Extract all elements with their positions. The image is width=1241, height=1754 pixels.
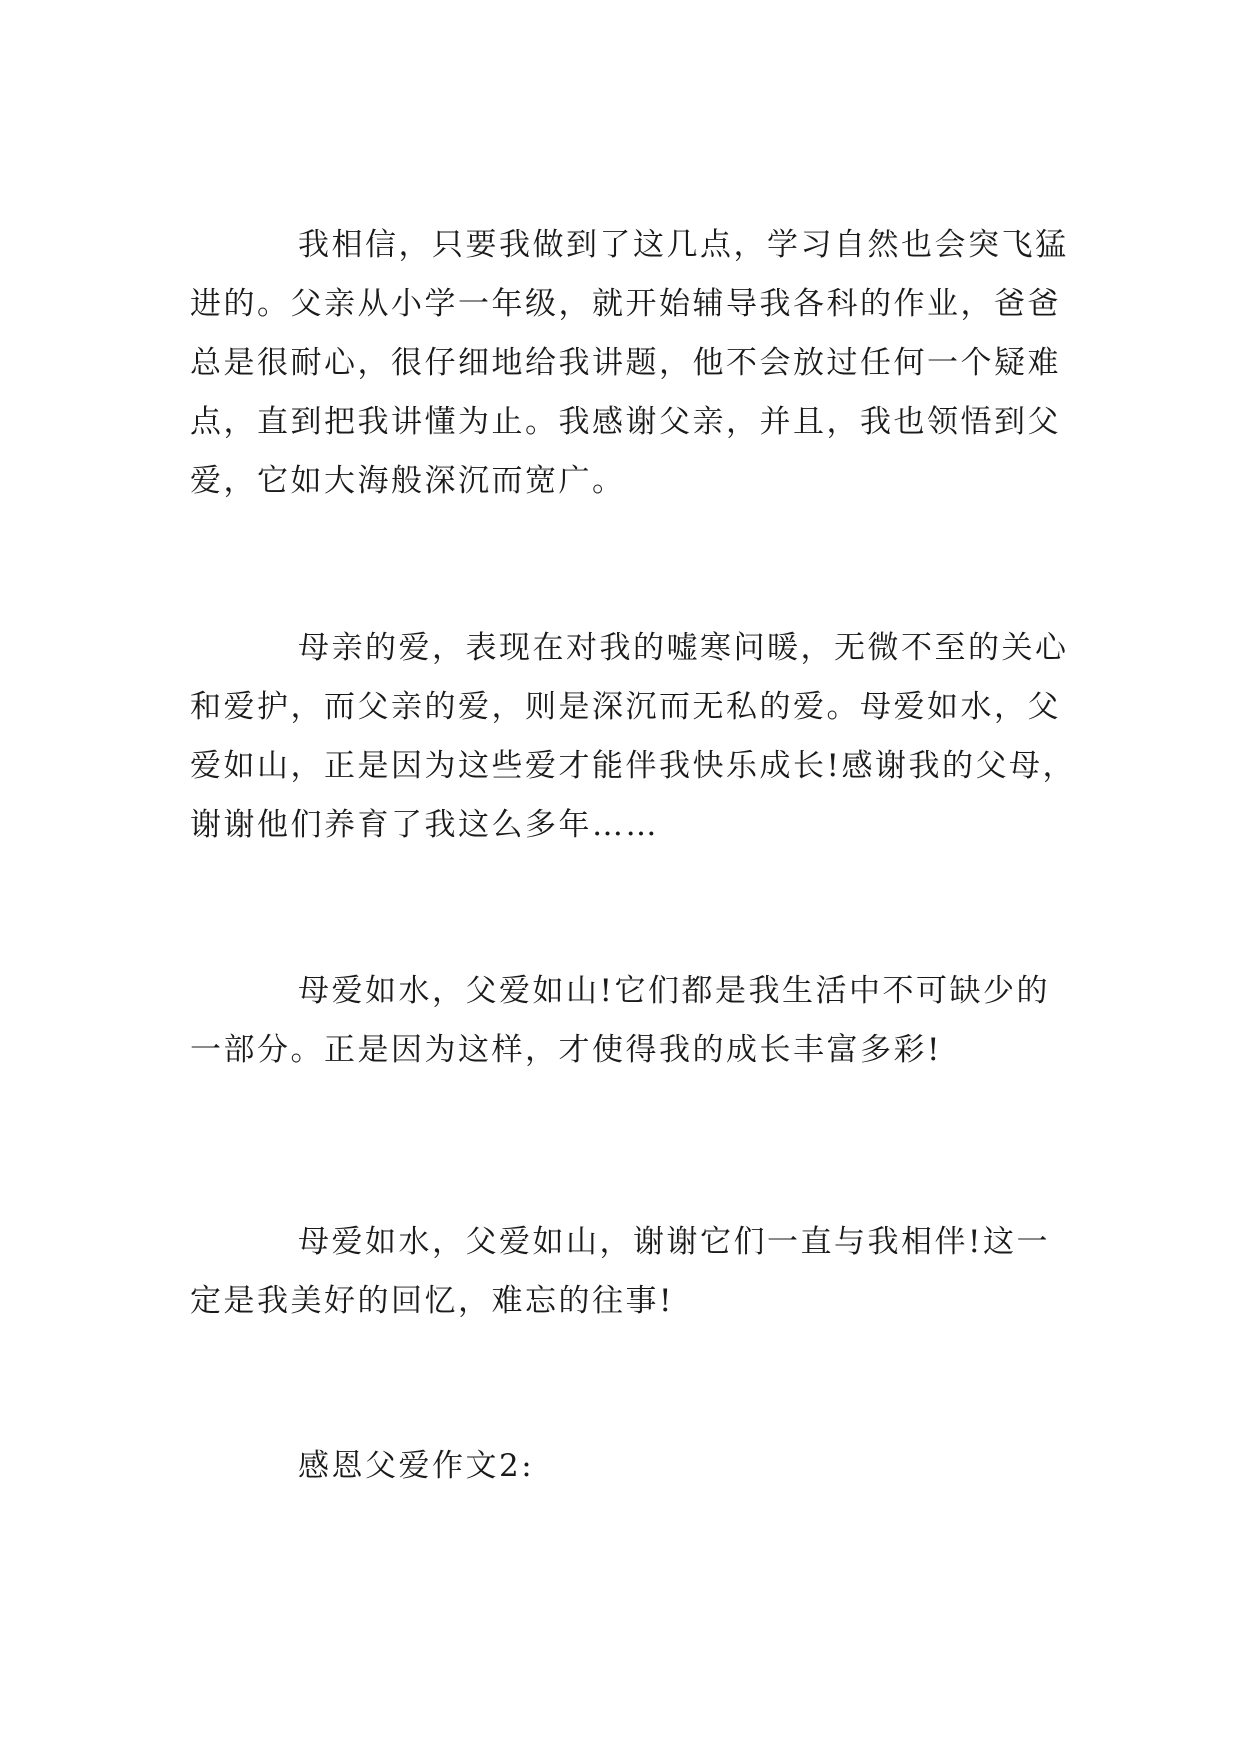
paragraph-line: 总是很耐心，很仔细地给我讲题，他不会放过任何一个疑难 (190, 345, 1061, 381)
paragraph-line: 点，直到把我讲懂为止。我感谢父亲，并且，我也领悟到父 (190, 404, 1061, 440)
paragraph-line: 一部分。正是因为这样，才使得我的成长丰富多彩! (190, 1032, 942, 1068)
paragraph-4 (190, 1213, 1070, 1331)
paragraph-line: 进的。父亲从小学一年级，就开始辅导我各科的作业，爸爸 (190, 286, 1061, 322)
paragraph-line: 爱，它如大海般深沉而宽广。 (190, 463, 626, 499)
section-heading: 感恩父爱作文2: (298, 1448, 535, 1484)
paragraph-line: 和爱护，而父亲的爱，则是深沉而无私的爱。母爱如水，父 (190, 689, 1061, 725)
paragraph-line: 母爱如水，父爱如山!它们都是我生活中不可缺少的 (298, 973, 1050, 1009)
paragraph-line: 爱如山，正是因为这些爱才能伴我快乐成长!感谢我的父母， (190, 748, 1076, 784)
paragraph-line: 谢谢他们养育了我这么多年…… (190, 807, 659, 843)
paragraph-1 (190, 216, 1070, 511)
paragraph-line: 我相信，只要我做到了这几点，学习自然也会突飞猛 (298, 227, 1069, 263)
paragraph-3 (190, 962, 1070, 1080)
paragraph-line: 母亲的爱，表现在对我的嘘寒问暖，无微不至的关心 (298, 630, 1069, 666)
paragraph-2 (190, 619, 1076, 855)
paragraph-line: 定是我美好的回忆，难忘的往事! (190, 1283, 674, 1319)
paragraph-line: 母爱如水，父爱如山，谢谢它们一直与我相伴!这一 (298, 1224, 1050, 1260)
